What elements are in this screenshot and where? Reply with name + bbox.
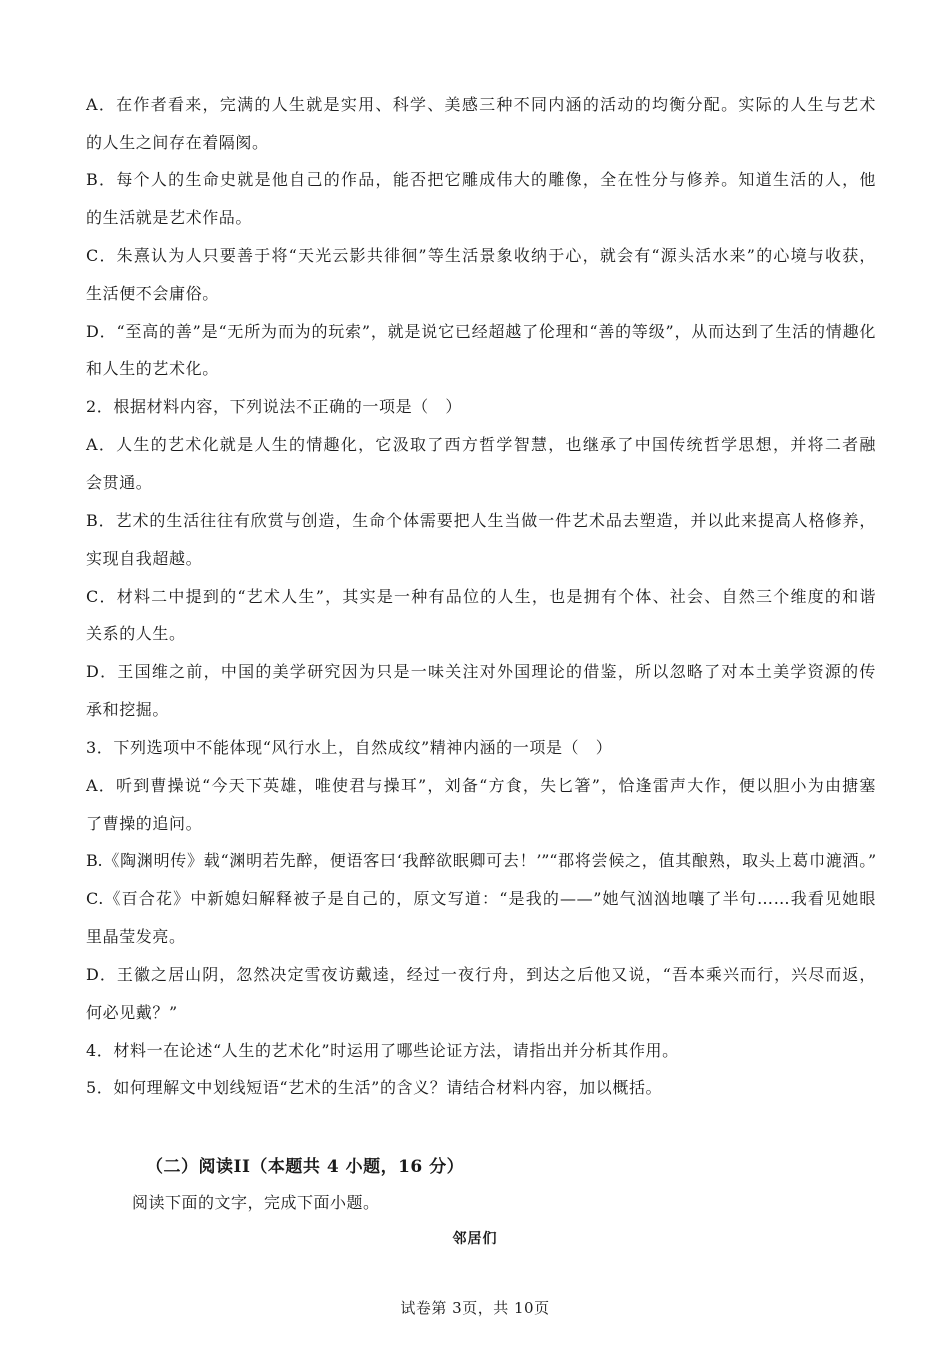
q3-option-d-line-1: D．王徽之居山阴，忽然决定雪夜访戴逵，经过一夜行舟，到达之后他又说，“吾本乘兴而行，兴尽而返，	[86, 965, 876, 984]
q2-option-c-line-2: 关系的人生。	[86, 624, 186, 643]
q3-option-d-line-2: 何必见戴？”	[86, 1003, 178, 1022]
option-c-line-1: C．朱熹认为人只要善于将“天光云影共徘徊”等生活景象收纳于心，就会有“源头活水来”的心境与收获，	[86, 246, 876, 265]
q3-option-c-line-1: C.《百合花》中新媳妇解释被子是自己的，原文写道：“是我的——”她气汹汹地嚷了半句……我看见她眼	[86, 889, 876, 908]
option-d-line-2: 和人生的艺术化。	[86, 359, 219, 378]
q2-option-a-line-2: 会贯通。	[86, 473, 153, 492]
option-a-line-2: 的人生之间存在着隔阂。	[86, 133, 269, 152]
q3-option-a-line-2: 了曹操的追问。	[86, 814, 203, 833]
q2-option-b-line-2: 实现自我超越。	[86, 549, 203, 568]
option-b-line-1: B．每个人的生命史就是他自己的作品，能否把它雕成伟大的雕像，全在性分与修养。知道生活的人，他	[86, 170, 876, 189]
question-4: 4．材料一在论述“人生的艺术化”时运用了哪些论证方法，请指出并分析其作用。	[86, 1041, 679, 1060]
q2-option-a-line-1: A．人生的艺术化就是人生的情趣化，它汲取了西方哲学智慧，也继承了中国传统哲学思想，并将二者融	[86, 435, 876, 454]
option-b-line-2: 的生活就是艺术作品。	[86, 208, 253, 227]
q3-option-c-line-2: 里晶莹发亮。	[86, 927, 186, 946]
reading-instruction: 阅读下面的文字，完成下面小题。	[132, 1193, 380, 1212]
article-title: 邻居们	[452, 1231, 498, 1247]
q3-option-b-line-1: B.《陶渊明传》载“渊明若先醉，便语客曰‘我醉欲眠卿可去！’”“郡将尝候之，值其酿熟，取头上葛巾漉酒。”	[86, 851, 876, 870]
option-c-line-2: 生活便不会庸俗。	[86, 284, 219, 303]
page-footer: 试卷第 3页，共 10页	[400, 1299, 550, 1317]
question-2: 2．根据材料内容，下列说法不正确的一项是（ ）	[86, 397, 462, 416]
q2-option-b-line-1: B．艺术的生活往往有欣赏与创造，生命个体需要把人生当做一件艺术品去塑造，并以此来提高人格修养，	[86, 511, 876, 530]
question-5: 5．如何理解文中划线短语“艺术的生活”的含义？请结合材料内容，加以概括。	[86, 1078, 663, 1097]
q2-option-d-line-2: 承和挖掘。	[86, 700, 170, 719]
q2-option-c-line-1: C．材料二中提到的“艺术人生”，其实是一种有品位的人生，也是拥有个体、社会、自然三个维度的和谐	[86, 587, 876, 606]
question-3: 3．下列选项中不能体现“风行水上，自然成纹”精神内涵的一项是（ ）	[86, 738, 613, 757]
q3-option-a-line-1: A．听到曹操说“今天下英雄，唯使君与操耳”，刘备“方食，失匕箸”，恰逢雷声大作，便以胆小为由搪塞	[86, 776, 876, 795]
option-a-line-1: A．在作者看来，完满的人生就是实用、科学、美感三种不同内涵的活动的均衡分配。实际的人生与艺术	[86, 95, 876, 114]
option-d-line-1: D．“至高的善”是“无所为而为的玩索”，就是说它已经超越了伦理和“善的等级”，从而达到了生活的情趣化	[86, 322, 876, 341]
q2-option-d-line-1: D．王国维之前，中国的美学研究因为只是一味关注对外国理论的借鉴，所以忽略了对本土美学资源的传	[86, 662, 876, 681]
section-heading: （二）阅读II（本题共 4 小题，16 分）	[146, 1157, 465, 1177]
